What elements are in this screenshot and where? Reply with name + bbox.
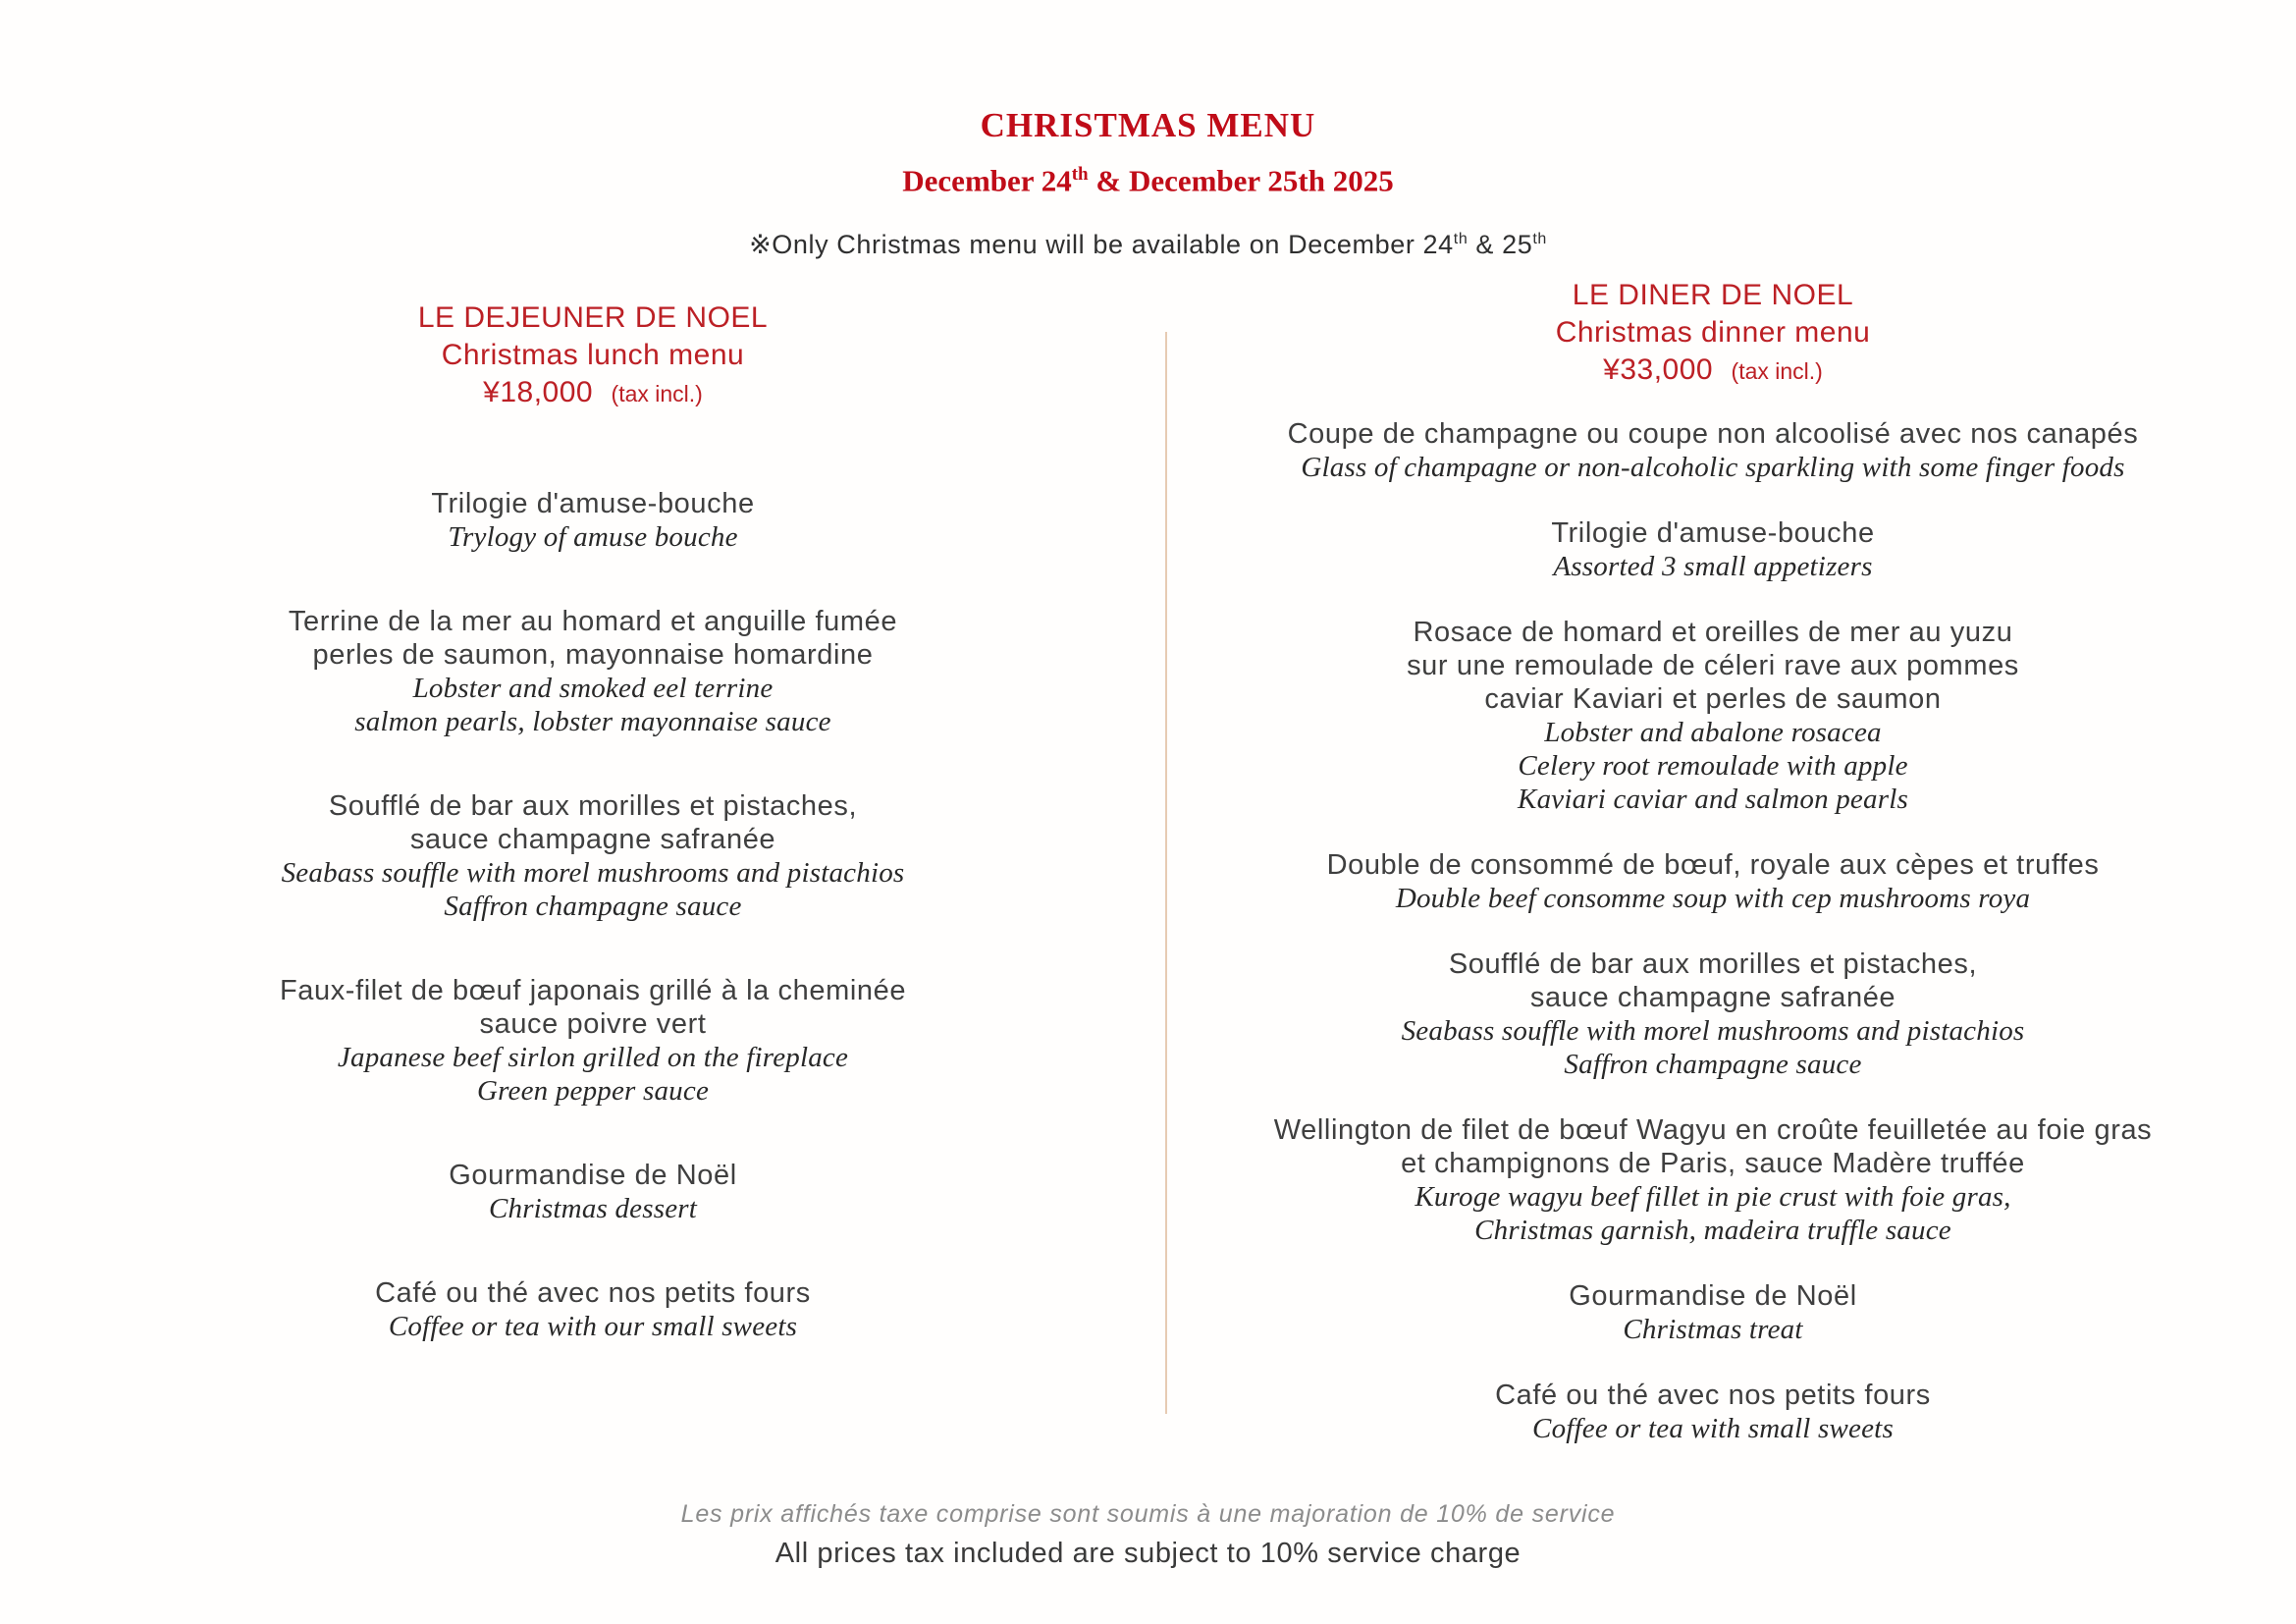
course-line-fr: Trilogie d'amuse-bouche: [431, 488, 755, 519]
course-line-en: Assorted 3 small appetizers: [1553, 551, 1873, 582]
course-line-fr: sauce poivre vert: [479, 1008, 707, 1040]
dinner-tax-note: (tax incl.): [1731, 358, 1823, 384]
course-line-fr: Terrine de la mer au homard et anguille fumée: [288, 606, 898, 637]
course-line-fr: Faux-filet de bœuf japonais grillé à la cheminée: [279, 975, 907, 1006]
lunch-price-line: [171, 374, 1015, 416]
course-item: [171, 974, 1015, 1108]
page-title: CHRISTMAS MENU: [980, 106, 1316, 144]
course-line-fr: Soufflé de bar aux morilles et pistaches,: [1448, 948, 1978, 980]
course-line-en: Lobster and smoked eel terrine: [412, 673, 774, 704]
course-item: [1222, 417, 2204, 484]
dinner-course-list: [1222, 417, 2204, 1445]
course-line-en: Seabass souffle with morel mushrooms and pistachios: [1401, 1015, 2025, 1047]
course-line-en: Trylogy of amuse bouche: [448, 521, 738, 553]
note-superscript-1: th: [1453, 231, 1468, 248]
course-item: [171, 789, 1015, 923]
course-item: [171, 605, 1015, 738]
course-line-en: Coffee or tea with small sweets: [1532, 1413, 1894, 1444]
lunch-course-list: [171, 487, 1015, 1343]
lunch-title-en: Christmas lunch menu: [441, 339, 745, 371]
course-line-en: Christmas garnish, madeira truffle sauce: [1474, 1215, 1951, 1246]
course-item: [1222, 947, 2204, 1081]
course-line-fr: Trilogie d'amuse-bouche: [1551, 517, 1875, 549]
course-line-fr: Rosace de homard et oreilles de mer au yuzu: [1413, 617, 2013, 648]
course-line-en: Saffron champagne sauce: [1564, 1049, 1862, 1080]
course-line-en: Celery root remoulade with apple: [1518, 750, 1908, 782]
date-text-suffix: & December 25th 2025: [1088, 163, 1394, 198]
course-line-fr: et champignons de Paris, sauce Madère truffée: [1401, 1148, 2025, 1179]
date-superscript: th: [1071, 164, 1089, 185]
course-line-fr: sauce champagne safranée: [409, 824, 776, 855]
course-line-en: Coffee or tea with our small sweets: [388, 1311, 798, 1342]
date-text: December 24: [902, 163, 1072, 198]
column-divider: [1165, 332, 1167, 1414]
course-item: [1222, 1113, 2204, 1247]
course-line-en: Saffron champagne sauce: [444, 891, 742, 922]
course-line-en: Seabass souffle with morel mushrooms and pistachios: [281, 857, 905, 889]
course-line-fr: Café ou thé avec nos petits fours: [375, 1277, 811, 1309]
dinner-menu-heading: [1222, 277, 2204, 394]
course-line-fr: perles de saumon, mayonnaise homardine: [312, 639, 874, 671]
course-line-fr: sauce champagne safranée: [1529, 982, 1896, 1013]
course-item: [1222, 848, 2204, 915]
course-line-en: Christmas dessert: [488, 1193, 698, 1224]
course-line-fr: sur une remoulade de céleri rave aux pommes: [1407, 650, 2019, 681]
lunch-tax-note: (tax incl.): [611, 381, 703, 406]
service-charge-note-en: All prices tax included are subject to 10% service charge: [774, 1538, 1522, 1569]
note-text: ※Only Christmas menu will be available on December 24: [749, 230, 1454, 260]
course-line-en: Japanese beef sirlon grilled on the fireplace: [337, 1042, 849, 1073]
course-line-fr: Gourmandise de Noël: [449, 1160, 737, 1191]
lunch-price: ¥18,000: [483, 376, 594, 408]
dinner-title-en: Christmas dinner menu: [1555, 316, 1871, 349]
dinner-title-fr: LE DINER DE NOEL: [1572, 279, 1854, 311]
course-item: [171, 1276, 1015, 1343]
course-line-en: Double beef consomme soup with cep mushrooms roya: [1395, 883, 2031, 914]
service-charge-note-fr: Les prix affichés taxe comprise sont soumis à une majoration de 10% de service: [680, 1500, 1616, 1528]
course-line-fr: caviar Kaviari et perles de saumon: [1484, 683, 1942, 715]
course-line-fr: Soufflé de bar aux morilles et pistaches,: [328, 790, 858, 822]
menu-footer: [0, 1496, 2296, 1571]
course-line-en: Kuroge wagyu beef fillet in pie crust with foie gras,: [1415, 1181, 2011, 1213]
note-text-mid: & 25: [1468, 230, 1533, 260]
lunch-title-fr: LE DEJEUNER DE NOEL: [417, 301, 769, 334]
lunch-menu-column: [171, 299, 1015, 1394]
availability-note: [0, 220, 2296, 264]
course-line-en: Christmas treat: [1623, 1314, 1803, 1345]
course-item: [1222, 1379, 2204, 1445]
course-item: [1222, 516, 2204, 583]
course-item: [171, 487, 1015, 554]
course-line-en: Glass of champagne or non-alcoholic sparkling with some finger foods: [1301, 452, 2125, 483]
course-item: [1222, 616, 2204, 816]
course-line-en: Green pepper sauce: [476, 1075, 710, 1107]
course-line-fr: Double de consommé de bœuf, royale aux cèpes et truffes: [1326, 849, 2100, 881]
course-line-fr: Coupe de champagne ou coupe non alcoolisé avec nos canapés: [1287, 418, 2139, 450]
course-line-en: Lobster and abalone rosacea: [1544, 717, 1882, 748]
course-line-fr: Café ou thé avec nos petits fours: [1495, 1380, 1931, 1411]
menu-dates: [0, 155, 2296, 200]
course-item: [171, 1159, 1015, 1225]
dinner-menu-column: [1222, 277, 2204, 1478]
course-line-fr: Wellington de filet de bœuf Wagyu en croûte feuilletée au foie gras: [1273, 1114, 2153, 1146]
dinner-price-line: [1222, 352, 2204, 394]
menu-header: [0, 106, 2296, 264]
course-line-en: Kaviari caviar and salmon pearls: [1518, 784, 1908, 815]
course-line-en: salmon pearls, lobster mayonnaise sauce: [354, 706, 831, 737]
note-superscript-2: th: [1532, 231, 1547, 248]
lunch-menu-heading: [171, 299, 1015, 416]
course-line-fr: Gourmandise de Noël: [1569, 1280, 1857, 1312]
course-item: [1222, 1279, 2204, 1346]
dinner-price: ¥33,000: [1603, 353, 1714, 386]
